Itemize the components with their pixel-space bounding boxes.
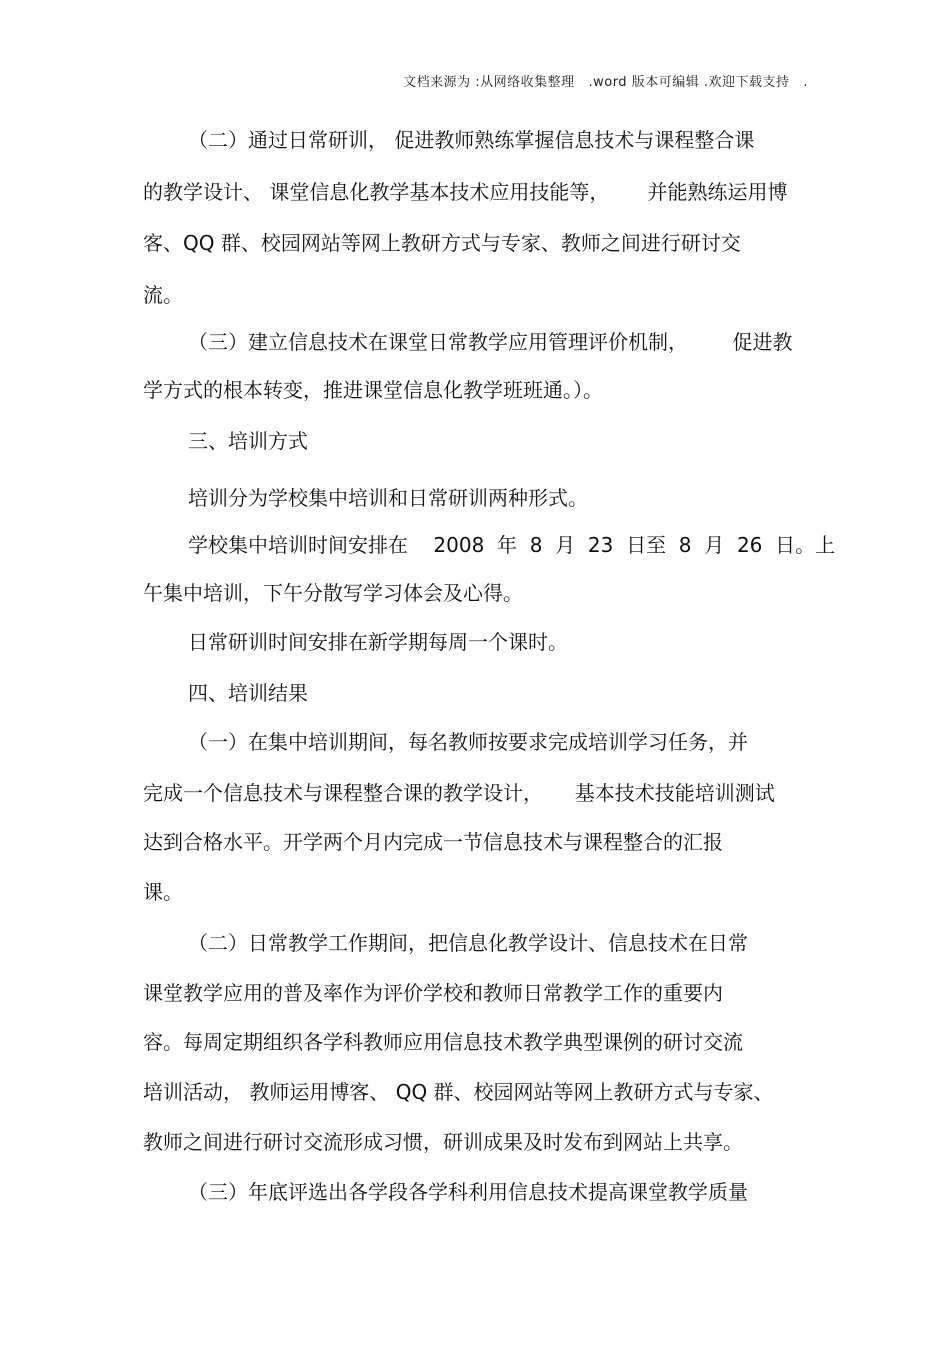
section-heading-training-method: 三、培训方式 bbox=[188, 429, 308, 453]
paragraph-line-1: （二）通过日常研训， 促进教师熟练掌握信息技术与课程整合课 bbox=[188, 128, 755, 152]
paragraph-line-17: （二）日常教学工作期间，把信息化教学设计、信息技术在日常 bbox=[188, 931, 748, 955]
paragraph-line-21: 教师之间进行研讨交流形成习惯，研训成果及时发布到网站上共享。 bbox=[143, 1130, 743, 1154]
paragraph-line-10: 午集中培训，下午分散写学习体会及心得。 bbox=[143, 581, 523, 605]
paragraph-line-2: 的教学设计、 课堂信息化教学基本技术应用技能等， 并能熟练运用博 bbox=[143, 180, 788, 204]
paragraph-line-3: 客、QQ 群、校园网站等网上教研方式与专家、教师之间进行研讨交 bbox=[143, 231, 741, 255]
paragraph-line-19: 容。每周定期组织各学科教师应用信息技术教学典型课例的研讨交流 bbox=[143, 1030, 743, 1054]
paragraph-line-22: （三）年底评选出各学段各学科利用信息技术提高课堂教学质量 bbox=[188, 1180, 748, 1204]
paragraph-line-18: 课堂教学应用的普及率作为评价学校和教师日常教学工作的重要内 bbox=[143, 981, 723, 1005]
paragraph-line-15: 达到合格水平。开学两个月内完成一节信息技术与课程整合的汇报 bbox=[143, 830, 723, 854]
paragraph-line-9: 学校集中培训时间安排在 2008 年 8 月 23 日至 8 月 26 日。上 bbox=[188, 533, 836, 557]
paragraph-line-20: 培训活动， 教师运用博客、 QQ 群、校园网站等网上教研方式与专家、 bbox=[143, 1080, 774, 1104]
paragraph-line-14: 完成一个信息技术与课程整合课的教学设计， 基本技术技能培训测试 bbox=[143, 781, 775, 805]
section-heading-training-results: 四、培训结果 bbox=[188, 681, 308, 705]
paragraph-line-4: 流。 bbox=[143, 283, 183, 307]
paragraph-line-16: 课。 bbox=[143, 880, 183, 904]
document-source-header: 文档来源为 :从网络收集整理 .word 版本可编辑 .欢迎下载支持 . bbox=[403, 75, 808, 90]
paragraph-line-11: 日常研训时间安排在新学期每周一个课时。 bbox=[188, 630, 568, 654]
paragraph-line-13: （一）在集中培训期间，每名教师按要求完成培训学习任务，并 bbox=[188, 730, 748, 754]
paragraph-line-8: 培训分为学校集中培训和日常研训两种形式。 bbox=[188, 486, 588, 510]
paragraph-line-6: 学方式的根本转变，推进课堂信息化教学班班通。）。 bbox=[143, 378, 603, 402]
paragraph-line-5: （三）建立信息技术在课堂日常教学应用管理评价机制， 促进教 bbox=[188, 330, 793, 354]
